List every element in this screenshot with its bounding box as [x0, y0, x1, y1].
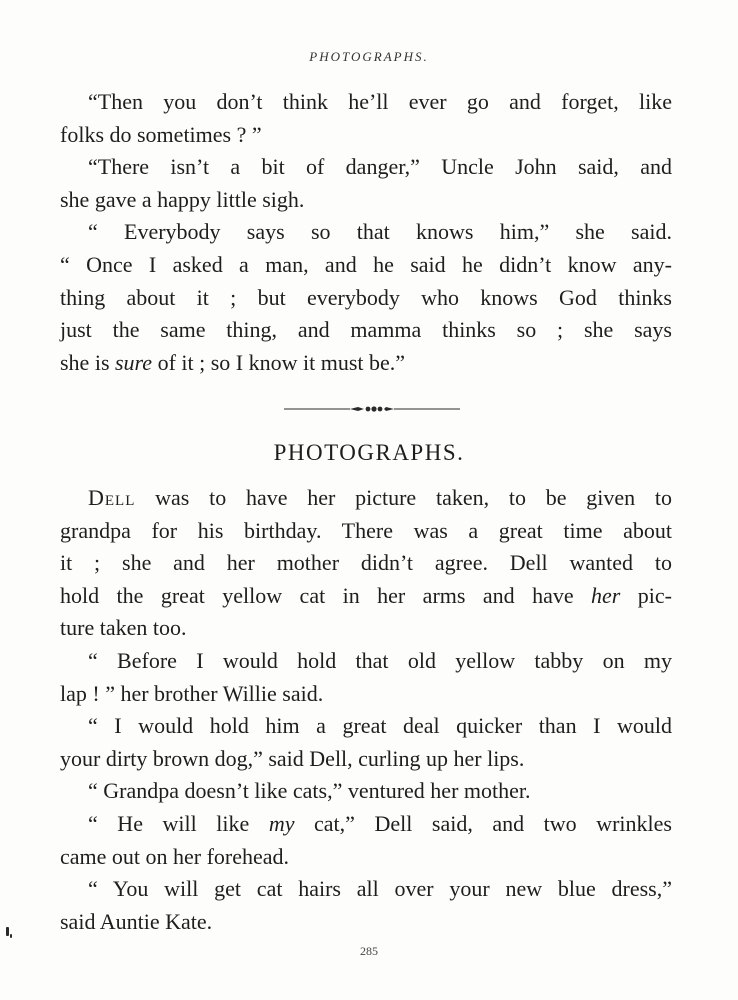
text-line	[60, 282, 672, 315]
text-run: “Then you don’t think he’ll ever go and forget, like	[88, 89, 672, 114]
text-line	[60, 710, 672, 743]
text-line	[60, 482, 672, 515]
text-run: “ Everybody says so that knows him,” she said.	[88, 219, 672, 245]
text-run: grandpa for his birthday. There was a great time about	[60, 517, 672, 543]
text-run: she is	[60, 349, 115, 375]
text-line	[60, 184, 672, 217]
bottom-text-block	[60, 482, 672, 938]
italic-word: my	[268, 810, 295, 836]
top-text-block	[60, 86, 672, 379]
text-line	[60, 645, 672, 678]
text-line	[60, 678, 672, 711]
text-run: just the same thing, and mamma thinks so ; she says	[60, 317, 672, 343]
text-run: said Auntie Kate.	[60, 908, 213, 934]
text-run: your dirty brown dog,” said Dell, curling up her lips.	[60, 745, 525, 771]
text-line	[60, 775, 672, 808]
running-head: PHOTOGRAPHS.	[309, 49, 429, 64]
text-line	[60, 873, 672, 906]
text-run: “ Once I asked a man, and he said he didn’t know any-	[60, 251, 672, 277]
ornament-divider	[284, 402, 460, 416]
italic-word: sure	[115, 349, 153, 375]
text-line	[60, 612, 672, 645]
page-number: 285	[360, 944, 378, 958]
text-line	[60, 86, 672, 119]
text-line	[60, 743, 672, 776]
text-run: of it ; so I know it must be.”	[152, 349, 406, 375]
text-line	[60, 216, 672, 249]
text-line	[60, 906, 672, 939]
text-run: “ Grandpa doesn’t like cats,” ventured her mother.	[88, 778, 531, 804]
text-line	[60, 151, 672, 184]
text-line	[60, 580, 672, 613]
text-line	[60, 347, 672, 380]
text-line	[60, 249, 672, 282]
text-run: pic-	[620, 582, 672, 608]
text-line	[60, 515, 672, 548]
text-line	[60, 119, 672, 152]
text-run: “ Before I would hold that old yellow tabby on my	[88, 647, 672, 673]
text-run: folks do sometimes ? ”	[60, 121, 262, 147]
text-run: it ; she and her mother didn’t agree. Dell wanted to	[60, 550, 672, 576]
text-run: thing about it ; but everybody who knows God thinks	[60, 284, 672, 310]
text-line	[60, 841, 672, 874]
section-title: PHOTOGRAPHS.	[273, 440, 465, 465]
margin-speck	[10, 934, 12, 938]
text-run: lap ! ” her brother Willie said.	[60, 680, 324, 706]
text-run: was to have her picture taken, to be given to	[135, 485, 672, 510]
text-run: “ He will like	[88, 810, 269, 836]
small-caps-word: Dell	[88, 485, 136, 510]
text-run: hold the great yellow cat in her arms and have	[60, 582, 592, 608]
text-run: she gave a happy little sigh.	[60, 186, 305, 212]
text-run: “ I would hold him a great deal quicker than I would	[88, 713, 672, 739]
text-run: came out on her forehead.	[60, 843, 290, 869]
text-run: cat,” Dell said, and two wrinkles	[294, 810, 672, 836]
text-line	[60, 808, 672, 841]
text-run: “ You will get cat hairs all over your new blue dress,”	[88, 876, 672, 902]
text-run: “There isn’t a bit of danger,” Uncle John said, and	[88, 154, 672, 180]
italic-word: her	[591, 582, 621, 608]
text-line	[60, 314, 672, 347]
margin-speck	[6, 927, 9, 936]
text-line	[60, 547, 672, 580]
text-run: ture taken too.	[60, 615, 187, 641]
